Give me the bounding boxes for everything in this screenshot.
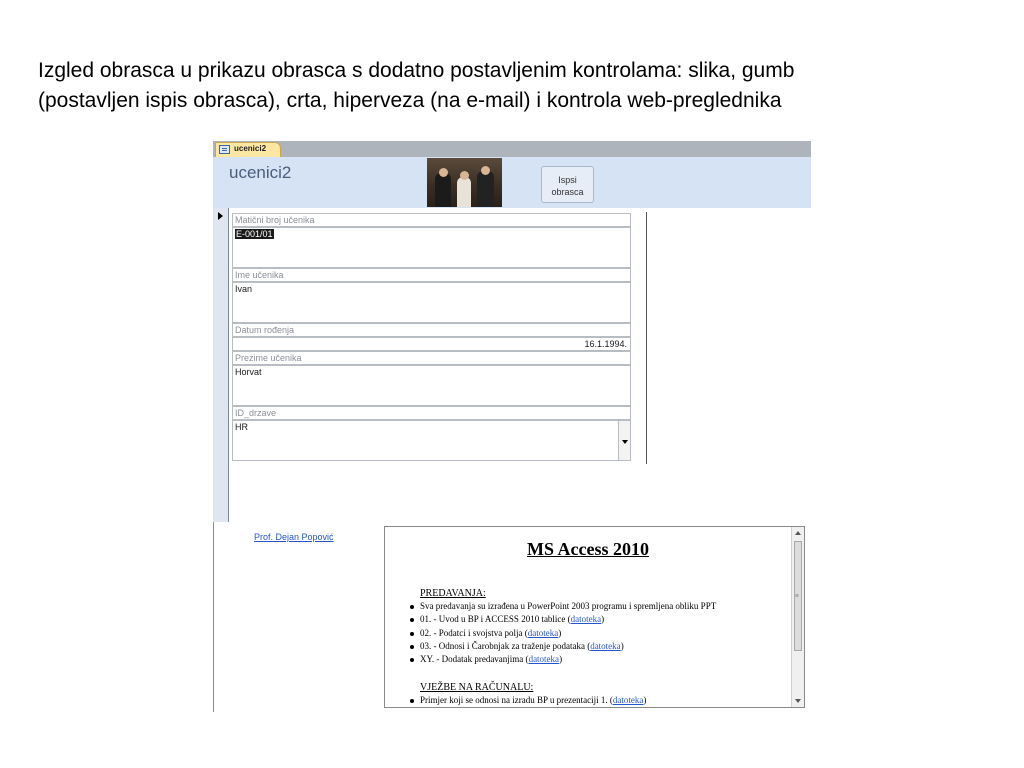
record-selector[interactable] (213, 208, 229, 522)
web-browser-control[interactable] (384, 526, 805, 708)
email-hyperlink[interactable]: Prof. Dejan Popović (254, 532, 334, 542)
print-form-button[interactable] (541, 166, 594, 203)
section-vjezbe: VJEŽBE NA RAČUNALU: (420, 682, 534, 693)
item-text: 01. - Uvod u BP i ACCESS 2010 tablice ( (420, 614, 571, 625)
grip-icon: ≡ (795, 592, 799, 600)
caption-line-1: Izgled obrasca u prikazu obrasca s dodatno postavljenim kontrolama: slika, gumb (38, 59, 795, 82)
datoteka-link[interactable]: datoteka (528, 654, 560, 665)
vjezbe-list (409, 694, 646, 707)
form-title: ucenici2 (229, 163, 292, 182)
datoteka-link[interactable]: datoteka (527, 627, 559, 638)
section-predavanja: PREDAVANJA: (420, 588, 486, 599)
tab-label: ucenici2 (234, 144, 267, 153)
datum-rodjenja-field[interactable]: 16.1.1994. (232, 337, 631, 351)
list-item (420, 613, 716, 626)
photo-person (457, 177, 471, 207)
tab-ucenici2[interactable] (215, 142, 281, 157)
label-datum-rodjenja: Datum rođenja (232, 323, 631, 337)
form-header (213, 157, 811, 208)
item-text: Primjer koji se odnosi na izradu BP u prezentaciji 1. ( (420, 695, 613, 705)
prezime-field[interactable]: Horvat (232, 365, 631, 406)
photo-person (477, 171, 494, 207)
dropdown-arrow-icon[interactable] (618, 421, 630, 460)
slide-caption (38, 56, 998, 116)
photo-person (435, 173, 451, 207)
form-edge-line (213, 522, 214, 712)
datoteka-link[interactable]: datoteka (590, 640, 621, 651)
list-item (420, 627, 716, 640)
item-text-end: ) (558, 627, 562, 638)
label-maticni-broj: Matični broj učenika (232, 213, 631, 227)
item-text-end: ) (620, 640, 624, 651)
list-item (420, 694, 646, 707)
datoteka-link[interactable]: datoteka (612, 695, 644, 705)
item-text: XY. - Dodatak predavanjima ( (420, 654, 529, 665)
item-text-end: ) (601, 614, 605, 625)
label-id-drzave: ID_drzave (232, 406, 631, 420)
line-control (646, 212, 647, 464)
label-prezime: Prezime učenika (232, 351, 631, 365)
scroll-down-icon[interactable] (795, 699, 801, 703)
list-item (420, 640, 716, 653)
scroll-up-icon[interactable] (795, 531, 801, 535)
id-drzave-combo[interactable] (232, 420, 631, 461)
list-item (420, 653, 716, 666)
maticni-broj-value: E-001/01 (236, 229, 273, 239)
current-record-arrow-icon (218, 212, 223, 220)
web-page-title: MS Access 2010 (527, 539, 649, 559)
caption-line-2: (postavljen ispis obrasca), crta, hiperveza (na e-mail) i kontrola web-preglednika (38, 89, 782, 112)
list-item (420, 600, 716, 613)
vertical-scrollbar[interactable] (791, 527, 804, 707)
id-drzave-value: HR (235, 422, 248, 432)
label-ime: Ime učenika (232, 268, 631, 282)
photo-head (460, 171, 469, 180)
maticni-broj-field[interactable] (232, 227, 631, 268)
print-button-line1: Ispsi (558, 175, 577, 185)
item-text-end: ) (559, 654, 563, 665)
item-text: 03. - Odnosi i Čarobnjak za traženje podataka ( (420, 640, 591, 651)
ime-field[interactable]: Ivan (232, 282, 631, 323)
photo-head (481, 166, 490, 175)
form-icon (219, 145, 230, 154)
print-button-line2: obrasca (551, 187, 584, 197)
predavanja-list (409, 600, 716, 666)
item-text: 02. - Podatci i svojstva polja ( (420, 627, 528, 638)
image-control (427, 158, 502, 207)
item-text: Sva predavanja su izrađena u PowerPoint 2003 programu i spremljena obliku PPT (420, 601, 717, 611)
document-tab-bar (213, 141, 811, 157)
photo-head (439, 168, 448, 177)
item-text-end: ) (643, 695, 647, 705)
datoteka-link[interactable]: datoteka (570, 614, 602, 625)
access-form-window (213, 141, 811, 712)
